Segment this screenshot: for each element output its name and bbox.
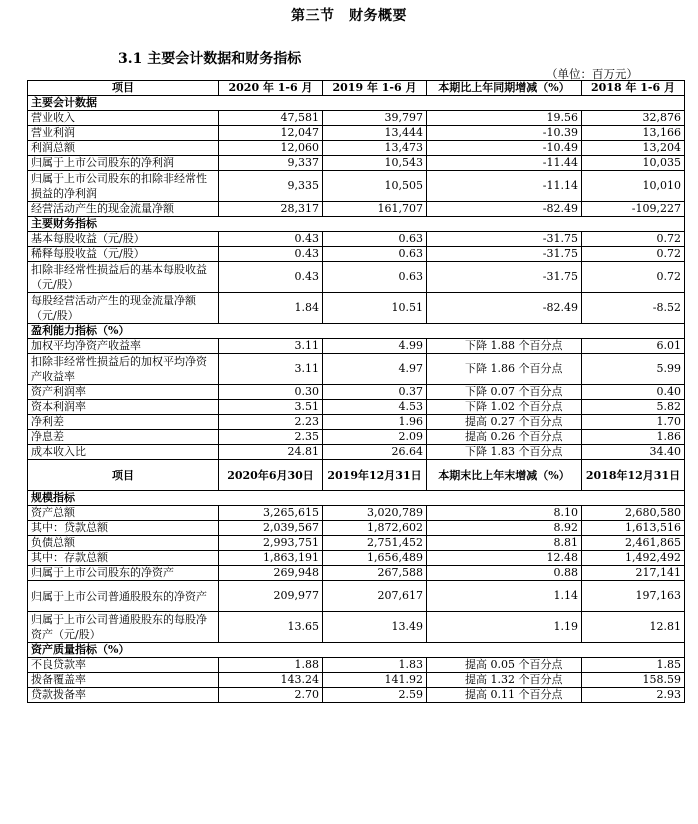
cell-earlier: 2.93 bbox=[582, 688, 685, 703]
row-label: 稀释每股收益（元/股） bbox=[28, 247, 219, 262]
cell-current: 2.23 bbox=[219, 415, 323, 430]
column-header: 2020年6月30日 bbox=[219, 460, 323, 491]
cell-change: -31.75 bbox=[427, 232, 582, 247]
table-row bbox=[28, 658, 685, 673]
cell-change: 提高 0.26 个百分点 bbox=[427, 430, 582, 445]
table-row bbox=[28, 551, 685, 566]
cell-earlier: 158.59 bbox=[582, 673, 685, 688]
cell-current: 24.81 bbox=[219, 445, 323, 460]
table-row bbox=[28, 581, 685, 612]
column-header: 2018 年 1-6 月 bbox=[582, 81, 685, 96]
cell-change: -31.75 bbox=[427, 247, 582, 262]
cell-current: 1,863,191 bbox=[219, 551, 323, 566]
cell-prior: 161,707 bbox=[323, 202, 427, 217]
row-label: 每股经营活动产生的现金流量净额（元/股） bbox=[28, 293, 219, 324]
row-label: 净利差 bbox=[28, 415, 219, 430]
cell-prior: 39,797 bbox=[323, 111, 427, 126]
table-row bbox=[28, 612, 685, 643]
row-label: 成本收入比 bbox=[28, 445, 219, 460]
cell-earlier: 2,680,580 bbox=[582, 506, 685, 521]
cell-current: 9,335 bbox=[219, 171, 323, 202]
cell-earlier: 10,035 bbox=[582, 156, 685, 171]
row-label: 资产利润率 bbox=[28, 385, 219, 400]
column-header: 本期末比上年末增减（%） bbox=[427, 460, 582, 491]
cell-change: 8.81 bbox=[427, 536, 582, 551]
row-label: 归属于上市公司股东的净利润 bbox=[28, 156, 219, 171]
cell-current: 0.43 bbox=[219, 232, 323, 247]
cell-prior: 0.63 bbox=[323, 247, 427, 262]
row-label: 营业利润 bbox=[28, 126, 219, 141]
cell-earlier: -8.52 bbox=[582, 293, 685, 324]
section-title: 主要财务指标 bbox=[28, 217, 685, 232]
cell-current: 28,317 bbox=[219, 202, 323, 217]
table-row bbox=[28, 141, 685, 156]
table-row bbox=[28, 430, 685, 445]
table-row bbox=[28, 339, 685, 354]
cell-change: 19.56 bbox=[427, 111, 582, 126]
table-row bbox=[28, 247, 685, 262]
row-label: 净息差 bbox=[28, 430, 219, 445]
cell-change: 下降 1.88 个百分点 bbox=[427, 339, 582, 354]
cell-current: 12,047 bbox=[219, 126, 323, 141]
row-label: 其中：存款总额 bbox=[28, 551, 219, 566]
cell-current: 1.84 bbox=[219, 293, 323, 324]
cell-prior: 4.97 bbox=[323, 354, 427, 385]
cell-current: 0.43 bbox=[219, 247, 323, 262]
row-label: 归属于上市公司普通股股东的每股净资产（元/股） bbox=[28, 612, 219, 643]
row-label: 资本利润率 bbox=[28, 400, 219, 415]
cell-change: 下降 1.02 个百分点 bbox=[427, 400, 582, 415]
cell-prior: 13.49 bbox=[323, 612, 427, 643]
cell-earlier: 5.82 bbox=[582, 400, 685, 415]
column-header: 2019年12月31日 bbox=[323, 460, 427, 491]
row-label: 扣除非经常性损益后的加权平均净资产收益率 bbox=[28, 354, 219, 385]
cell-earlier: 0.72 bbox=[582, 247, 685, 262]
section-header-row bbox=[28, 491, 685, 506]
cell-change: -11.44 bbox=[427, 156, 582, 171]
column-header: 2019 年 1-6 月 bbox=[323, 81, 427, 96]
cell-current: 2,993,751 bbox=[219, 536, 323, 551]
cell-change: 8.92 bbox=[427, 521, 582, 536]
table-row bbox=[28, 156, 685, 171]
cell-earlier: 1,613,516 bbox=[582, 521, 685, 536]
unit-label: （单位：百万元） bbox=[546, 67, 638, 81]
row-label: 贷款拨备率 bbox=[28, 688, 219, 703]
cell-current: 3,265,615 bbox=[219, 506, 323, 521]
cell-change: -31.75 bbox=[427, 262, 582, 293]
cell-earlier: 1.86 bbox=[582, 430, 685, 445]
cell-earlier: 10,010 bbox=[582, 171, 685, 202]
cell-prior: 10,505 bbox=[323, 171, 427, 202]
cell-current: 269,948 bbox=[219, 566, 323, 581]
table-row bbox=[28, 262, 685, 293]
row-label: 负债总额 bbox=[28, 536, 219, 551]
section-header-row bbox=[28, 96, 685, 111]
cell-change: 提高 1.32 个百分点 bbox=[427, 673, 582, 688]
cell-prior: 4.99 bbox=[323, 339, 427, 354]
table-row bbox=[28, 566, 685, 581]
page-title: 第三节 财务概要 bbox=[291, 8, 407, 24]
cell-earlier: 0.72 bbox=[582, 262, 685, 293]
cell-change: 提高 0.11 个百分点 bbox=[427, 688, 582, 703]
cell-change: 下降 1.83 个百分点 bbox=[427, 445, 582, 460]
cell-change: 0.88 bbox=[427, 566, 582, 581]
cell-prior: 26.64 bbox=[323, 445, 427, 460]
column-header: 2020 年 1-6 月 bbox=[219, 81, 323, 96]
cell-change: 8.10 bbox=[427, 506, 582, 521]
cell-prior: 267,588 bbox=[323, 566, 427, 581]
table-row bbox=[28, 673, 685, 688]
cell-prior: 207,617 bbox=[323, 581, 427, 612]
column-header: 2018年12月31日 bbox=[582, 460, 685, 491]
table-row bbox=[28, 688, 685, 703]
table-row bbox=[28, 506, 685, 521]
cell-prior: 1.96 bbox=[323, 415, 427, 430]
cell-change: -82.49 bbox=[427, 202, 582, 217]
row-label: 资产总额 bbox=[28, 506, 219, 521]
cell-current: 12,060 bbox=[219, 141, 323, 156]
cell-prior: 13,473 bbox=[323, 141, 427, 156]
cell-current: 143.24 bbox=[219, 673, 323, 688]
cell-prior: 0.63 bbox=[323, 262, 427, 293]
cell-earlier: 1,492,492 bbox=[582, 551, 685, 566]
row-label: 经营活动产生的现金流量净额 bbox=[28, 202, 219, 217]
cell-earlier: 5.99 bbox=[582, 354, 685, 385]
section-title: 资产质量指标（%） bbox=[28, 643, 685, 658]
table-header-row bbox=[28, 460, 685, 491]
table-row bbox=[28, 354, 685, 385]
cell-prior: 2,751,452 bbox=[323, 536, 427, 551]
cell-change: -11.14 bbox=[427, 171, 582, 202]
row-label: 其中：贷款总额 bbox=[28, 521, 219, 536]
row-label: 基本每股收益（元/股） bbox=[28, 232, 219, 247]
section-header-row bbox=[28, 643, 685, 658]
cell-change: 下降 0.07 个百分点 bbox=[427, 385, 582, 400]
table-row bbox=[28, 521, 685, 536]
cell-prior: 4.53 bbox=[323, 400, 427, 415]
column-header: 项目 bbox=[28, 81, 219, 96]
cell-earlier: 197,163 bbox=[582, 581, 685, 612]
column-header: 项目 bbox=[28, 460, 219, 491]
table-row bbox=[28, 385, 685, 400]
table-body bbox=[28, 81, 685, 703]
table-row bbox=[28, 293, 685, 324]
financial-summary-table bbox=[27, 80, 685, 703]
cell-earlier: -109,227 bbox=[582, 202, 685, 217]
row-label: 归属于上市公司股东的净资产 bbox=[28, 566, 219, 581]
table-row bbox=[28, 445, 685, 460]
cell-current: 3.11 bbox=[219, 354, 323, 385]
cell-current: 2.35 bbox=[219, 430, 323, 445]
table-row bbox=[28, 536, 685, 551]
cell-prior: 3,020,789 bbox=[323, 506, 427, 521]
cell-earlier: 32,876 bbox=[582, 111, 685, 126]
cell-current: 2,039,567 bbox=[219, 521, 323, 536]
cell-current: 13.65 bbox=[219, 612, 323, 643]
cell-earlier: 13,204 bbox=[582, 141, 685, 156]
cell-prior: 1.83 bbox=[323, 658, 427, 673]
cell-prior: 10,543 bbox=[323, 156, 427, 171]
cell-prior: 13,444 bbox=[323, 126, 427, 141]
cell-change: -10.49 bbox=[427, 141, 582, 156]
cell-earlier: 0.72 bbox=[582, 232, 685, 247]
row-label: 归属于上市公司股东的扣除非经常性损益的净利润 bbox=[28, 171, 219, 202]
row-label: 利润总额 bbox=[28, 141, 219, 156]
row-label: 拨备覆盖率 bbox=[28, 673, 219, 688]
row-label: 扣除非经常性损益后的基本每股收益（元/股） bbox=[28, 262, 219, 293]
row-label: 归属于上市公司普通股股东的净资产 bbox=[28, 581, 219, 612]
cell-current: 209,977 bbox=[219, 581, 323, 612]
cell-change: -82.49 bbox=[427, 293, 582, 324]
section-title: 3.1 主要会计数据和财务指标 bbox=[118, 51, 302, 67]
cell-prior: 1,872,602 bbox=[323, 521, 427, 536]
cell-prior: 2.09 bbox=[323, 430, 427, 445]
cell-current: 47,581 bbox=[219, 111, 323, 126]
table-row bbox=[28, 202, 685, 217]
cell-current: 1.88 bbox=[219, 658, 323, 673]
cell-current: 0.30 bbox=[219, 385, 323, 400]
section-title: 主要会计数据 bbox=[28, 96, 685, 111]
table-row bbox=[28, 415, 685, 430]
cell-prior: 10.51 bbox=[323, 293, 427, 324]
cell-earlier: 1.85 bbox=[582, 658, 685, 673]
cell-prior: 0.37 bbox=[323, 385, 427, 400]
cell-current: 0.43 bbox=[219, 262, 323, 293]
cell-earlier: 13,166 bbox=[582, 126, 685, 141]
cell-prior: 0.63 bbox=[323, 232, 427, 247]
table-row bbox=[28, 171, 685, 202]
section-title: 规模指标 bbox=[28, 491, 685, 506]
cell-current: 3.11 bbox=[219, 339, 323, 354]
cell-earlier: 12.81 bbox=[582, 612, 685, 643]
table-row bbox=[28, 111, 685, 126]
table-header-row bbox=[28, 81, 685, 96]
cell-change: -10.39 bbox=[427, 126, 582, 141]
cell-current: 9,337 bbox=[219, 156, 323, 171]
cell-change: 下降 1.86 个百分点 bbox=[427, 354, 582, 385]
cell-change: 1.14 bbox=[427, 581, 582, 612]
cell-change: 提高 0.27 个百分点 bbox=[427, 415, 582, 430]
table-row bbox=[28, 126, 685, 141]
section-header-row bbox=[28, 217, 685, 232]
cell-earlier: 0.40 bbox=[582, 385, 685, 400]
cell-change: 提高 0.05 个百分点 bbox=[427, 658, 582, 673]
cell-prior: 2.59 bbox=[323, 688, 427, 703]
cell-earlier: 1.70 bbox=[582, 415, 685, 430]
row-label: 营业收入 bbox=[28, 111, 219, 126]
cell-earlier: 2,461,865 bbox=[582, 536, 685, 551]
section-title: 盈利能力指标（%） bbox=[28, 324, 685, 339]
cell-current: 3.51 bbox=[219, 400, 323, 415]
table-row bbox=[28, 232, 685, 247]
cell-earlier: 6.01 bbox=[582, 339, 685, 354]
cell-change: 1.19 bbox=[427, 612, 582, 643]
cell-current: 2.70 bbox=[219, 688, 323, 703]
row-label: 不良贷款率 bbox=[28, 658, 219, 673]
cell-change: 12.48 bbox=[427, 551, 582, 566]
section-header-row bbox=[28, 324, 685, 339]
row-label: 加权平均净资产收益率 bbox=[28, 339, 219, 354]
column-header: 本期比上年同期增减（%） bbox=[427, 81, 582, 96]
cell-prior: 141.92 bbox=[323, 673, 427, 688]
cell-prior: 1,656,489 bbox=[323, 551, 427, 566]
cell-earlier: 34.40 bbox=[582, 445, 685, 460]
cell-earlier: 217,141 bbox=[582, 566, 685, 581]
table-row bbox=[28, 400, 685, 415]
